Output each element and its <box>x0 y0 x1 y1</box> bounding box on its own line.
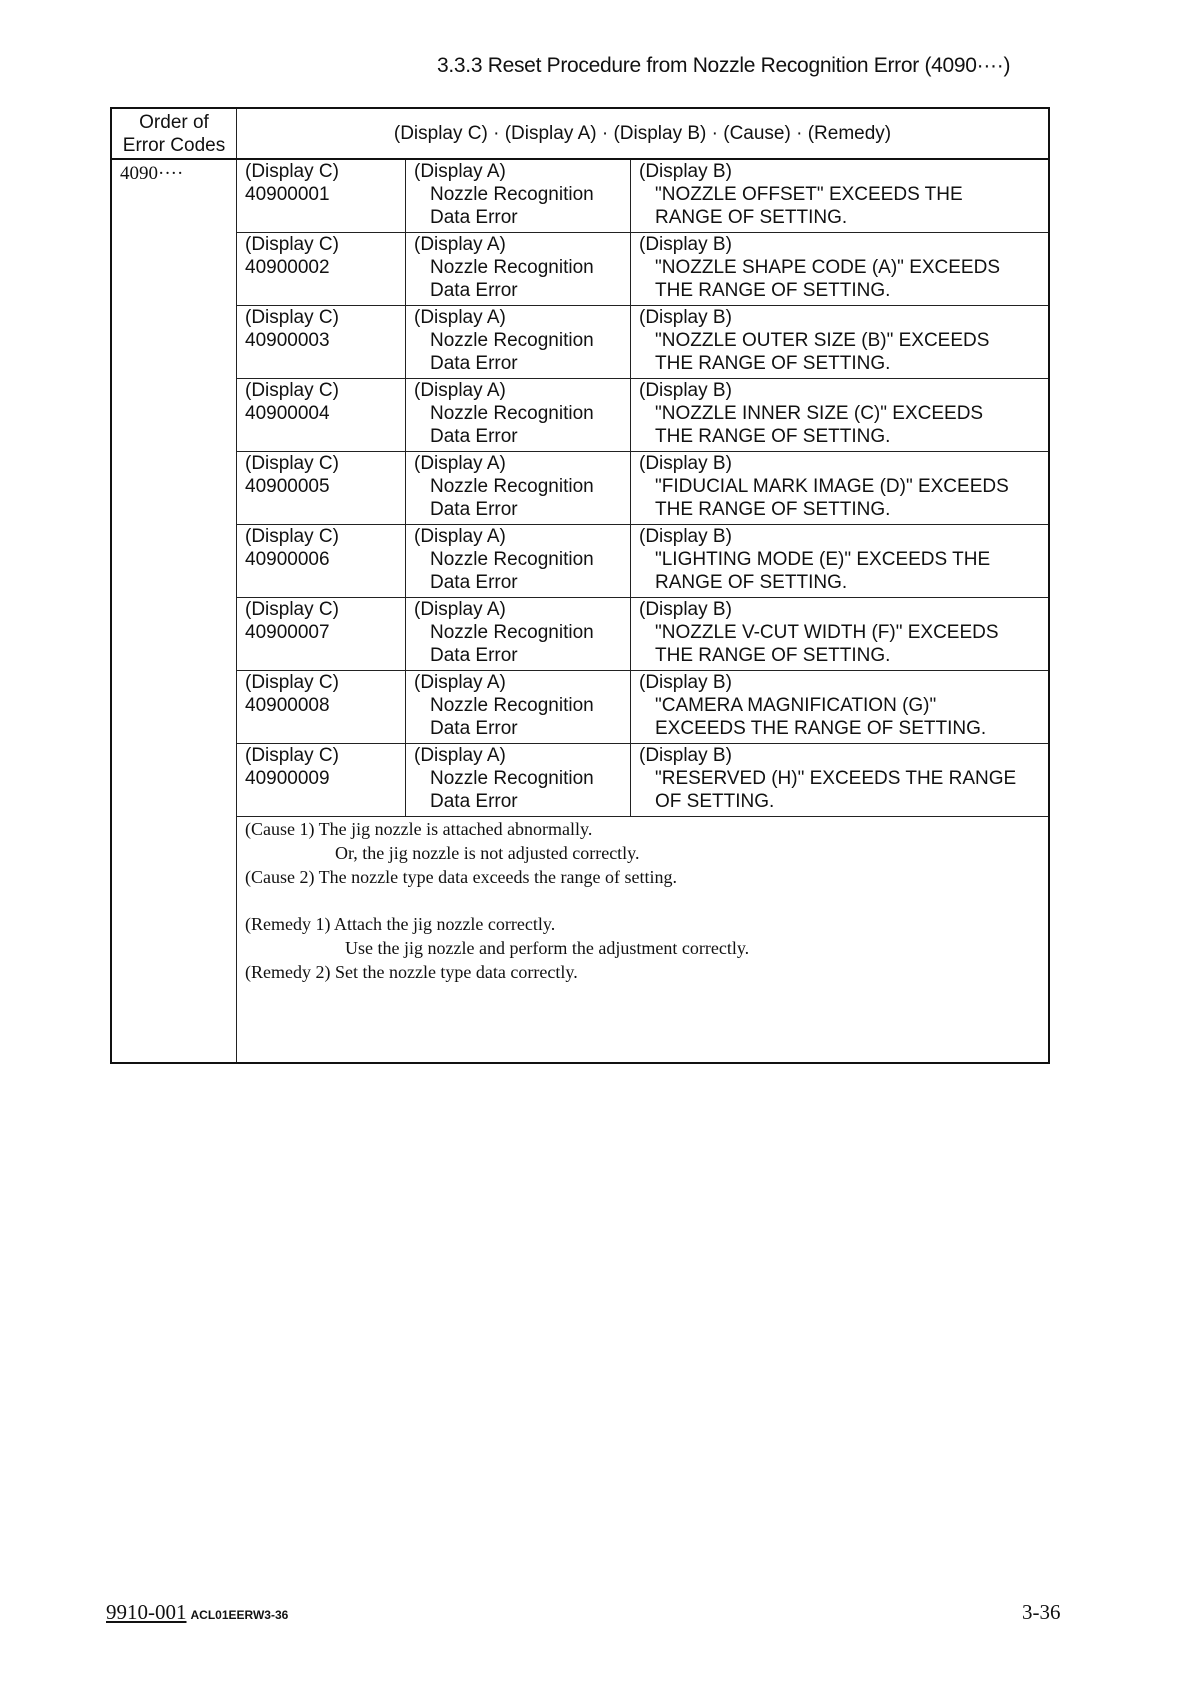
display-a-text: Data Error <box>430 207 518 228</box>
display-a-text: Data Error <box>430 499 518 520</box>
display-b-label: (Display B) <box>639 599 732 620</box>
display-b-text: "NOZZLE INNER SIZE (C)" EXCEEDS <box>655 403 984 424</box>
display-a-text: Nozzle Recognition <box>430 330 594 351</box>
display-a-label: (Display A) <box>414 526 506 547</box>
display-b-text: RANGE OF SETTING. <box>655 207 848 228</box>
display-c-label: (Display C) <box>245 161 339 182</box>
display-c-cell <box>237 159 406 233</box>
error-code: 40900003 <box>245 330 330 351</box>
cause-1: (Cause 1) The jig nozzle is attached abnormally. <box>245 819 593 839</box>
display-a-text: Data Error <box>430 645 518 666</box>
section-title: 3.3.3 Reset Procedure from Nozzle Recognition Error (4090····) <box>437 54 1011 77</box>
display-b-label: (Display B) <box>639 307 732 328</box>
display-a-text: Nozzle Recognition <box>430 403 594 424</box>
display-c-cell <box>237 525 406 598</box>
display-b-text: OF SETTING. <box>655 791 775 812</box>
display-a-cell <box>406 159 631 233</box>
order-code-cell <box>111 159 237 1063</box>
display-a-text: Data Error <box>430 791 518 812</box>
header-displays: (Display C) · (Display A) · (Display B) · (Cause) · (Remedy) <box>237 108 1050 159</box>
header-order-of-error-codes <box>111 108 237 159</box>
remedy-2: (Remedy 2) Set the nozzle type data correctly. <box>245 962 578 982</box>
doc-number: 9910-001 <box>106 1600 187 1624</box>
display-b-label: (Display B) <box>639 745 732 766</box>
table-row <box>111 744 1049 817</box>
display-b-text: "NOZZLE OFFSET" EXCEEDS THE <box>655 184 963 205</box>
display-a-label: (Display A) <box>414 745 506 766</box>
table-header-row <box>111 108 1049 159</box>
table-row <box>111 452 1049 525</box>
display-b-cell <box>631 744 1050 817</box>
display-b-cell <box>631 671 1050 744</box>
display-b-cell <box>631 379 1050 452</box>
order-code: 4090···· <box>120 163 184 184</box>
table-row <box>111 233 1049 306</box>
display-a-cell <box>406 306 631 379</box>
display-a-text: Nozzle Recognition <box>430 549 594 570</box>
cause-2: (Cause 2) The nozzle type data exceeds the range of setting. <box>245 867 677 887</box>
display-b-text: "LIGHTING MODE (E)" EXCEEDS THE <box>655 549 991 570</box>
display-a-label: (Display A) <box>414 161 506 182</box>
display-b-text: EXCEEDS THE RANGE OF SETTING. <box>655 718 987 739</box>
display-a-cell <box>406 233 631 306</box>
display-c-cell <box>237 379 406 452</box>
display-c-label: (Display C) <box>245 307 339 328</box>
doc-code: ACL01EERW3-36 <box>190 1608 289 1622</box>
error-code: 40900009 <box>245 768 330 789</box>
header-line: Error Codes <box>122 134 226 156</box>
display-b-cell <box>631 233 1050 306</box>
display-c-cell <box>237 744 406 817</box>
display-a-label: (Display A) <box>414 307 506 328</box>
display-b-text: THE RANGE OF SETTING. <box>655 645 891 666</box>
error-code: 40900001 <box>245 184 330 205</box>
display-a-text: Nozzle Recognition <box>430 257 594 278</box>
error-code: 40900008 <box>245 695 330 716</box>
display-a-text: Nozzle Recognition <box>430 695 594 716</box>
table-row <box>111 598 1049 671</box>
display-a-text: Data Error <box>430 280 518 301</box>
display-c-cell <box>237 452 406 525</box>
display-c-label: (Display C) <box>245 599 339 620</box>
display-a-text: Nozzle Recognition <box>430 184 594 205</box>
display-b-text: "CAMERA MAGNIFICATION (G)" <box>655 695 937 716</box>
display-b-cell <box>631 159 1050 233</box>
display-a-label: (Display A) <box>414 380 506 401</box>
display-c-cell <box>237 306 406 379</box>
display-a-text: Data Error <box>430 353 518 374</box>
display-c-cell <box>237 598 406 671</box>
display-a-cell <box>406 379 631 452</box>
display-b-cell <box>631 306 1050 379</box>
display-b-label: (Display B) <box>639 380 732 401</box>
display-b-text: THE RANGE OF SETTING. <box>655 426 891 447</box>
display-a-cell <box>406 525 631 598</box>
display-a-cell <box>406 452 631 525</box>
display-b-text: "NOZZLE OUTER SIZE (B)" EXCEEDS <box>655 330 990 351</box>
footer-doc-id <box>106 1600 288 1625</box>
remedy-1: (Remedy 1) Attach the jig nozzle correctly. <box>245 914 556 934</box>
display-b-text: "RESERVED (H)" EXCEEDS THE RANGE <box>655 768 1017 789</box>
display-a-text: Nozzle Recognition <box>430 622 594 643</box>
display-c-label: (Display C) <box>245 672 339 693</box>
display-c-cell <box>237 233 406 306</box>
display-c-label: (Display C) <box>245 453 339 474</box>
display-b-cell <box>631 525 1050 598</box>
error-code: 40900006 <box>245 549 330 570</box>
display-a-label: (Display A) <box>414 672 506 693</box>
error-code: 40900005 <box>245 476 330 497</box>
display-a-cell <box>406 671 631 744</box>
display-c-label: (Display C) <box>245 745 339 766</box>
display-a-label: (Display A) <box>414 599 506 620</box>
header-line: Order of <box>139 111 209 133</box>
display-b-cell <box>631 452 1050 525</box>
display-a-text: Data Error <box>430 572 518 593</box>
display-a-label: (Display A) <box>414 453 506 474</box>
remedy-1-detail: Use the jig nozzle and perform the adjustment correctly. <box>345 938 750 958</box>
cause-remedy-row <box>111 817 1049 1064</box>
display-b-label: (Display B) <box>639 526 732 547</box>
display-a-text: Data Error <box>430 426 518 447</box>
error-code: 40900004 <box>245 403 330 424</box>
error-code-table <box>110 107 1050 1064</box>
page-number: 3-36 <box>1022 1600 1061 1624</box>
display-a-label: (Display A) <box>414 234 506 255</box>
display-a-text: Nozzle Recognition <box>430 768 594 789</box>
error-code: 40900007 <box>245 622 330 643</box>
display-b-cell <box>631 598 1050 671</box>
cause-1-detail: Or, the jig nozzle is not adjusted correctly. <box>335 843 640 863</box>
table-row <box>111 671 1049 744</box>
table-row <box>111 306 1049 379</box>
display-b-text: "FIDUCIAL MARK IMAGE (D)" EXCEEDS <box>655 476 1009 497</box>
display-b-label: (Display B) <box>639 453 732 474</box>
display-c-label: (Display C) <box>245 380 339 401</box>
display-a-cell <box>406 744 631 817</box>
display-b-label: (Display B) <box>639 672 732 693</box>
display-b-text: "NOZZLE V-CUT WIDTH (F)" EXCEEDS <box>655 622 999 643</box>
display-c-label: (Display C) <box>245 234 339 255</box>
display-b-text: "NOZZLE SHAPE CODE (A)" EXCEEDS <box>655 257 1000 278</box>
error-code: 40900002 <box>245 257 330 278</box>
display-b-text: THE RANGE OF SETTING. <box>655 499 891 520</box>
display-a-cell <box>406 598 631 671</box>
table-row <box>111 525 1049 598</box>
display-b-text: THE RANGE OF SETTING. <box>655 280 891 301</box>
display-b-label: (Display B) <box>639 234 732 255</box>
display-b-label: (Display B) <box>639 161 732 182</box>
cause-remedy-cell <box>237 817 1050 1064</box>
display-a-text: Nozzle Recognition <box>430 476 594 497</box>
display-c-cell <box>237 671 406 744</box>
display-b-text: THE RANGE OF SETTING. <box>655 353 891 374</box>
display-b-text: RANGE OF SETTING. <box>655 572 848 593</box>
table-row <box>111 159 1049 233</box>
display-c-label: (Display C) <box>245 526 339 547</box>
display-a-text: Data Error <box>430 718 518 739</box>
table-row <box>111 379 1049 452</box>
